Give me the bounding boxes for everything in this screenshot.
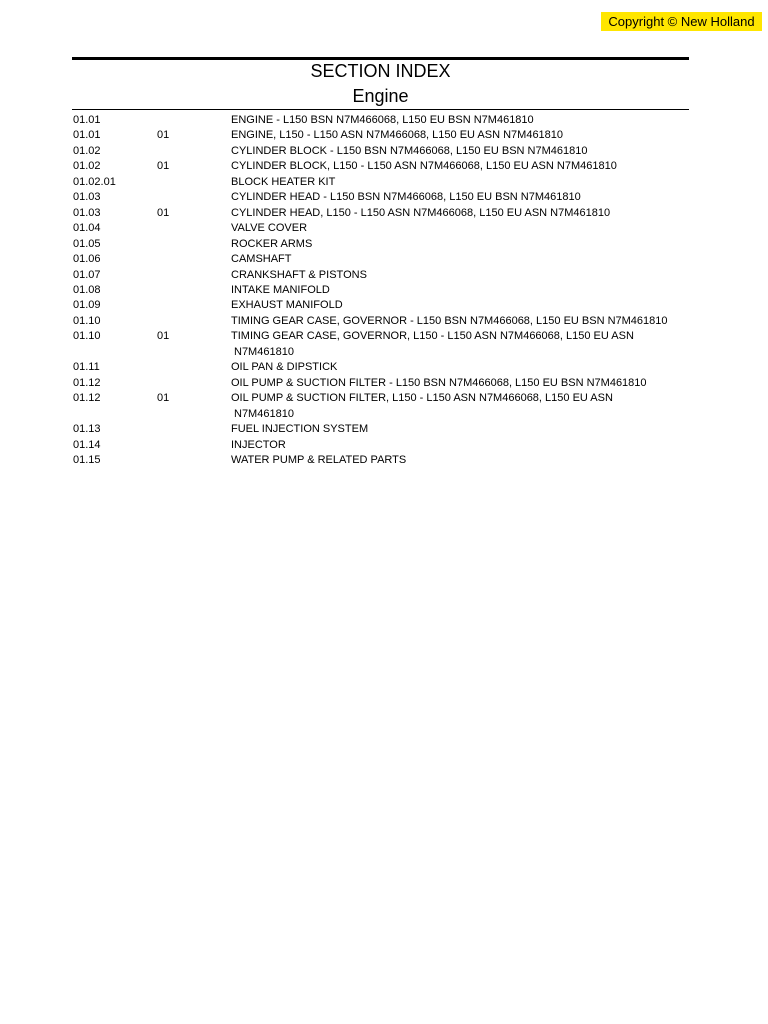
index-row[interactable] [73, 453, 689, 468]
section-number: 01.01 [73, 114, 101, 126]
variant-number: 01 [157, 392, 170, 405]
index-row[interactable] [73, 268, 689, 283]
section-description [231, 206, 689, 221]
copyright-badge: Copyright © New Holland [601, 12, 762, 31]
index-row[interactable] [73, 159, 689, 174]
index-row[interactable] [73, 237, 689, 252]
section-description [231, 360, 689, 375]
variant-number: 01 [157, 129, 170, 142]
description-text: CYLINDER HEAD, L150 - L150 ASN N7M466068, L150 EU ASN N7M461810 [231, 206, 611, 219]
section-number: 01.13 [73, 423, 101, 436]
section-number: 01.09 [73, 299, 101, 312]
section-description [231, 298, 689, 313]
description-text: CRANKSHAFT & PISTONS [231, 268, 367, 281]
section-number: 01.14 [73, 438, 101, 451]
description-text: INJECTOR [231, 438, 286, 451]
index-row[interactable] [73, 329, 689, 360]
section-description [231, 376, 689, 391]
index-row[interactable] [73, 283, 689, 298]
description-text: CYLINDER BLOCK, L150 - L150 ASN N7M466068, L150 EU ASN N7M461810 [231, 160, 617, 173]
page-subtitle: Engine [352, 86, 409, 106]
section-description [231, 175, 689, 190]
index-row[interactable] [73, 391, 689, 422]
description-text: INTAKE MANIFOLD [231, 283, 330, 296]
description-text: ENGINE - L150 BSN N7M466068, L150 EU BSN N7M461810 [231, 114, 534, 126]
index-row[interactable] [73, 221, 689, 236]
section-number: 01.03 [73, 191, 101, 204]
description-text: OIL PUMP & SUCTION FILTER - L150 BSN N7M466068, L150 EU BSN N7M461810 [231, 376, 647, 389]
section-number: 01.12 [73, 376, 101, 389]
subtitle-rule [72, 109, 689, 110]
section-description [231, 422, 689, 437]
section-number: 01.08 [73, 283, 101, 296]
index-row[interactable] [73, 175, 689, 190]
description-text: WATER PUMP & RELATED PARTS [231, 453, 407, 466]
index-row[interactable] [73, 206, 689, 221]
description-text: TIMING GEAR CASE, GOVERNOR - L150 BSN N7M466068, L150 EU BSN N7M461810 [231, 314, 668, 327]
description-text: ENGINE, L150 - L150 ASN N7M466068, L150 EU ASN N7M461810 [231, 129, 564, 142]
section-number: 01.06 [73, 253, 101, 266]
description-text: CYLINDER HEAD - L150 BSN N7M466068, L150 EU BSN N7M461810 [231, 191, 581, 204]
section-number: 01.10 [73, 330, 101, 343]
index-row[interactable] [73, 144, 689, 159]
section-number: 01.01 [73, 129, 101, 142]
variant-number: 01 [157, 206, 170, 219]
section-number: 01.02.01 [73, 175, 116, 188]
description-text: CAMSHAFT [231, 253, 292, 266]
section-description [231, 329, 689, 360]
index-row[interactable] [73, 113, 689, 128]
section-description [231, 190, 689, 205]
index-row[interactable] [73, 128, 689, 143]
section-description [231, 128, 689, 143]
index-row[interactable] [73, 252, 689, 267]
description-text: OIL PAN & DIPSTICK [231, 361, 338, 374]
index-row[interactable] [73, 376, 689, 391]
index-row[interactable] [73, 190, 689, 205]
description-text: ROCKER ARMS [231, 237, 313, 250]
index-row[interactable] [73, 422, 689, 437]
section-number: 01.02 [73, 144, 101, 157]
section-description [231, 252, 689, 267]
section-number: 01.12 [73, 392, 101, 405]
index-row[interactable] [73, 314, 689, 329]
index-row[interactable] [73, 298, 689, 313]
section-description [231, 159, 689, 174]
section-description [231, 391, 689, 422]
index-row[interactable] [73, 438, 689, 453]
section-number: 01.04 [73, 222, 101, 235]
section-number: 01.07 [73, 268, 101, 281]
index-row[interactable] [73, 360, 689, 375]
description-continuation: N7M461810 [234, 345, 294, 358]
section-number: 01.10 [73, 314, 101, 327]
page-title: SECTION INDEX [310, 61, 451, 81]
section-description [231, 237, 689, 252]
section-description [231, 113, 689, 128]
section-number: 01.02 [73, 160, 101, 173]
variant-number: 01 [157, 330, 170, 343]
section-description [231, 268, 689, 283]
description-text: BLOCK HEATER KIT [231, 175, 336, 188]
section-description [231, 453, 689, 468]
description-text: VALVE COVER [231, 222, 308, 235]
section-number: 01.11 [73, 361, 100, 374]
description-text: OIL PUMP & SUCTION FILTER, L150 - L150 ASN N7M466068, L150 EU ASN [231, 392, 613, 405]
section-description [231, 438, 689, 453]
description-text: TIMING GEAR CASE, GOVERNOR, L150 - L150 ASN N7M466068, L150 EU ASN [231, 330, 634, 343]
variant-number: 01 [157, 160, 170, 173]
section-number: 01.15 [73, 453, 101, 466]
description-text: EXHAUST MANIFOLD [231, 299, 343, 312]
description-text: FUEL INJECTION SYSTEM [231, 423, 369, 436]
description-continuation: N7M461810 [234, 407, 294, 420]
section-description [231, 314, 689, 329]
description-text: CYLINDER BLOCK - L150 BSN N7M466068, L150 EU BSN N7M461810 [231, 144, 588, 157]
section-description [231, 283, 689, 298]
section-description [231, 144, 689, 159]
section-number: 01.03 [73, 206, 101, 219]
section-number: 01.05 [73, 237, 101, 250]
section-index-list [73, 113, 689, 468]
section-description [231, 221, 689, 236]
